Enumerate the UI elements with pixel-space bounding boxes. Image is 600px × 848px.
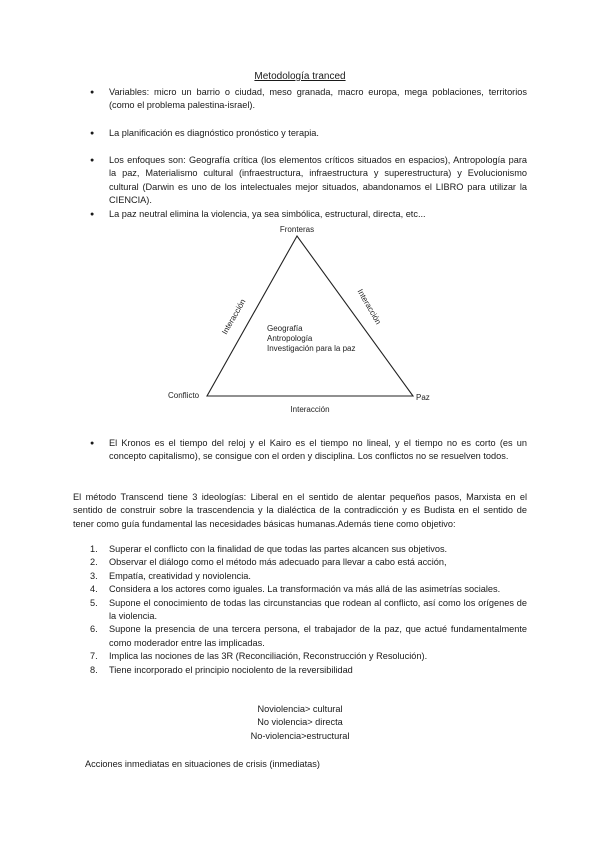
list-number: 3. [90,570,98,581]
violence-line: No violencia> directa [257,717,343,728]
bullet-item: ● La paz neutral elimina la violencia, ya sea simbólica, estructural, directa, etc... [90,208,527,221]
triangle-svg [150,222,450,417]
bullet-item: ● Los enfoques son: Geografía crítica (los elementos críticos situados en espacios), Antropología para la paz, Materialismo cultural (infraestructura, infraestructura y superestructura) y Evolucionismo cultural (Darwin es uno de los intelectuales mejor situados, abandonamos el LIBRO para utilizar la CIENCIA). [90,154,527,208]
list-item [90,556,527,569]
list-item [90,664,527,677]
bullet-list-kronos [90,437,527,464]
list-text: Supone la presencia de una tercera persona, el trabajador de la paz, que actué fundamentalmente como moderador entre las implicadas. [109,624,527,648]
label-interaccion-bottom: Interacción [290,405,330,414]
list-number: 8. [90,664,98,675]
list-text: Considera a los actores como iguales. La transformación va más allá de las asimetrías sociales. [109,584,501,595]
transcend-paragraph: El método Transcend tiene 3 ideologías: Liberal en el sentido de alentar pequeños pasos, Marxista en el sentido de construir sobre la trascendencia y la dialéctica de la contradicción y es Budista en el sentido de tener como guía fundamental las necesidades básicas humanas.Además tiene como objetivo: [73,492,527,529]
label-interaccion-right: Interacción [355,287,383,326]
list-text: Implica las nociones de las 3R (Reconciliación, Reconstrucción y Resolución). [109,651,428,662]
list-item [90,570,527,583]
bullet-item: ● El Kronos es el tiempo del reloj y el Kairo es el tiempo no lineal, y el tiempo no es corto (es un concepto capitalismo), se consigue con el orden y disciplina. Los conflictos no se resuelven todos. [90,437,527,464]
list-text: Supone el conocimiento de todas las circunstancias que rodean al conflicto, así como los orígenes de la violencia. [109,597,527,622]
list-number: 4. [90,584,98,595]
list-text: Empatía, creatividad y noviolencia. [109,570,251,581]
bullet-list-planificacion [90,127,527,140]
numbered-list [90,543,527,677]
list-number: 5. [90,597,98,608]
list-item [90,583,527,596]
list-item [90,650,527,663]
list-item [90,543,527,556]
bullet-list-variables [90,86,527,113]
label-fronteras: Fronteras [279,225,315,234]
bullet-item: ● Variables: micro un barrio o ciudad, meso granada, macro europa, mega poblaciones, territorios (como el problema palestina-israel). [90,86,527,113]
list-text: Observar el diálogo como el método más adecuado para llevar a cabo está acción, [109,557,447,568]
label-paz: Paz [416,393,430,402]
document-title: Metodología tranced [254,71,346,82]
violence-line: Noviolencia> cultural [257,704,343,714]
bullet-item: ● La planificación es diagnóstico pronóstico y terapia. [90,127,527,140]
list-item [90,597,527,624]
list-number: 2. [90,557,98,568]
triangle-diagram [150,222,450,417]
inner-label-geografia: Geografía [267,324,303,333]
list-item [90,623,527,650]
bullet-list-enfoques [90,154,527,221]
list-text: Superar el conflicto con la finalidad de que todas las partes alcancen sus objetivos. [109,544,448,554]
violence-types [0,703,600,743]
list-text: Tiene incorporado el principio nociolento de la reversibilidad [109,664,353,675]
label-conflicto: Conflicto [168,391,200,400]
inner-label-investigacion: Investigación para la paz [267,344,356,353]
list-number: 6. [90,624,98,635]
list-number: 1. [90,544,98,554]
violence-line: No-violencia>estructural [250,730,350,741]
acciones-heading: Acciones inmediatas en situaciones de crisis (inmediatas) [85,759,320,769]
label-interaccion-left: Interacción [220,297,248,336]
list-number: 7. [90,651,98,662]
inner-label-antropologia: Antropología [267,334,313,343]
